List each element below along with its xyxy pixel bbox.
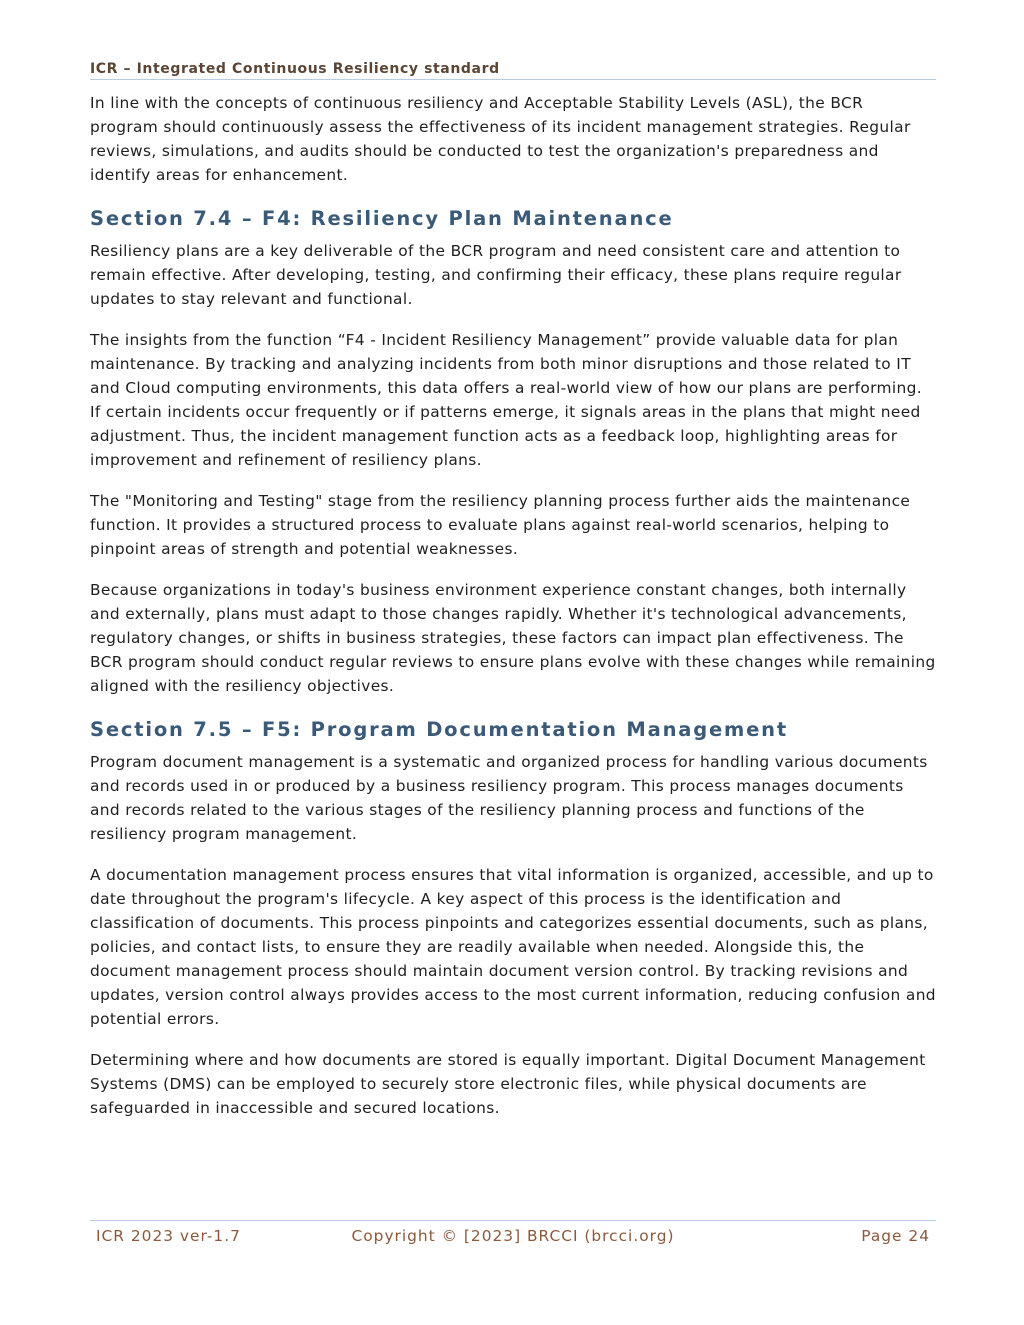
- footer-copyright: Copyright © [2023] BRCCI (brcci.org): [351, 1227, 675, 1245]
- document-page: [90, 0, 936, 1325]
- intro-paragraph: In line with the concepts of continuous resiliency and Acceptable Stability Levels (ASL), the BCR program should continuously assess the effectiveness of its incident management strategies. Regular reviews, simulations, and audits should be conducted to test the organization's preparedness and identify areas for enhancement.: [90, 94, 911, 184]
- section-7-4-paragraph-3: The "Monitoring and Testing" stage from the resiliency planning process further aids the maintenance function. It provides a structured process to evaluate plans against real-world scenarios, helping to pinpoint areas of strength and potential weaknesses.: [90, 492, 911, 558]
- running-header: ICR – Integrated Continuous Resiliency standard: [90, 61, 936, 80]
- footer-version: ICR 2023 ver-1.7: [96, 1227, 241, 1245]
- section-7-4-paragraph-2: The insights from the function “F4 - Incident Resiliency Management” provide valuable data for plan maintenance. By tracking and analyzing incidents from both minor disruptions and those related to IT and Cloud computing environments, this data offers a real-world view of how our plans are performing. If certain incidents occur frequently or if patterns emerge, it signals areas in the plans that might need adjustment. Thus, the incident management function acts as a feedback loop, highlighting areas for improvement and refinement of resiliency plans.: [90, 331, 922, 469]
- section-7-4-paragraph-1: Resiliency plans are a key deliverable of the BCR program and need consistent care and attention to remain effective. After developing, testing, and confirming their efficacy, these plans require regular updates to stay relevant and functional.: [90, 242, 902, 308]
- page-content: [90, 91, 936, 1137]
- section-7-5-paragraph-3: Determining where and how documents are stored is equally important. Digital Document Management Systems (DMS) can be employed to securely store electronic files, while physical documents are safeguarded in inaccessible and secured locations.: [90, 1051, 926, 1117]
- footer-page-number: Page 24: [861, 1227, 930, 1245]
- section-7-4-paragraph-4: Because organizations in today's business environment experience constant changes, both internally and externally, plans must adapt to those changes rapidly. Whether it's technological advancements, regulatory changes, or shifts in business strategies, these factors can impact plan effectiveness. The BCR program should conduct regular reviews to ensure plans evolve with these changes while remaining aligned with the resiliency objectives.: [90, 581, 936, 695]
- section-7-4-heading: Section 7.4 – F4: Resiliency Plan Maintenance: [90, 207, 674, 230]
- section-7-5-paragraph-1: Program document management is a systematic and organized process for handling various documents and records used in or produced by a business resiliency program. This process manages documents and records related to the various stages of the resiliency planning process and functions of the resiliency program management.: [90, 753, 928, 843]
- page-footer: [90, 1225, 936, 1247]
- footer-divider: [90, 1220, 936, 1221]
- section-7-5-heading: Section 7.5 – F5: Program Documentation Management: [90, 718, 788, 741]
- section-7-5-paragraph-2: A documentation management process ensures that vital information is organized, accessible, and up to date throughout the program's lifecycle. A key aspect of this process is the identification and classification of documents. This process pinpoints and categorizes essential documents, such as plans, policies, and contact lists, to ensure they are readily available when needed. Alongside this, the document management process should maintain document version control. By tracking revisions and updates, version control always provides access to the most current information, reducing confusion and potential errors.: [90, 866, 936, 1028]
